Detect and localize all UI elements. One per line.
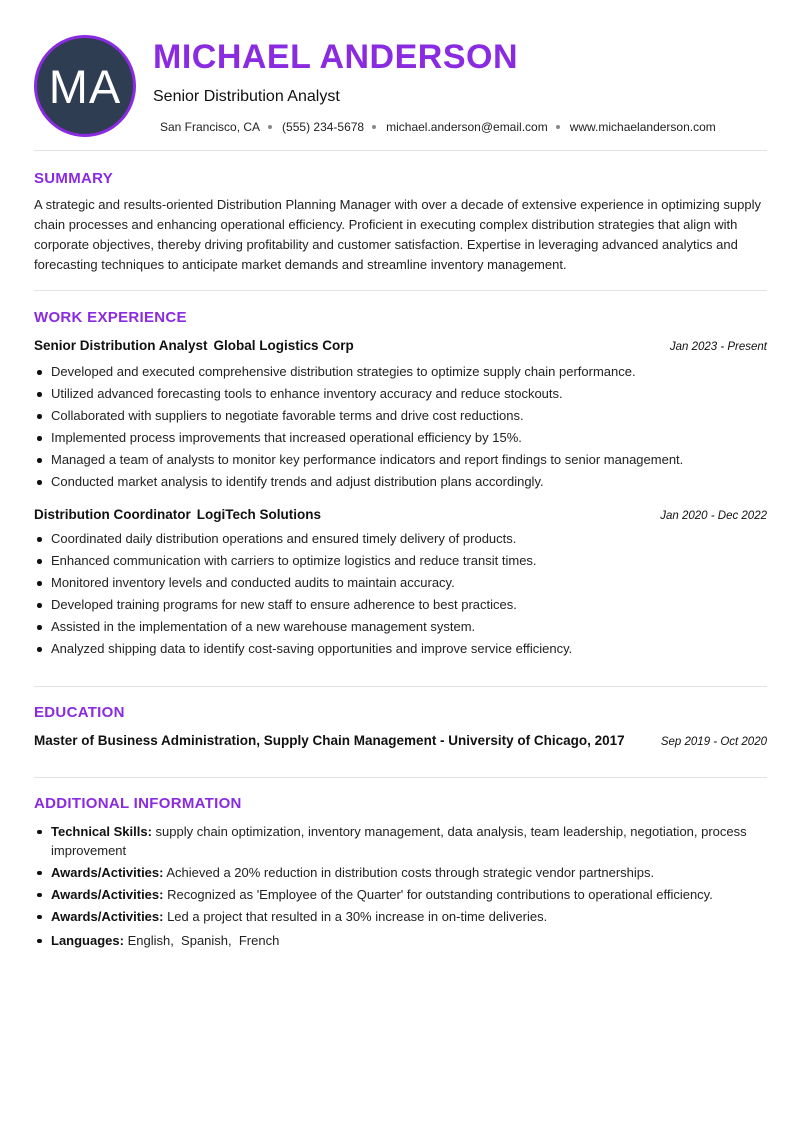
list-item: Developed training programs for new staff to ensure adherence to best practices. — [34, 594, 767, 616]
education-entry — [34, 733, 767, 748]
list-item: Implemented process improvements that increased operational efficiency by 15%. — [34, 427, 767, 449]
contact-phone[interactable]: (555) 234-5678 — [282, 120, 365, 134]
avatar — [34, 35, 136, 137]
list-item: Monitored inventory levels and conducted audits to maintain accuracy. — [34, 572, 767, 594]
education-degree: Master of Business Administration, Supply Chain Management - University of Chicago, 2017 — [34, 733, 625, 748]
list-item: Assisted in the implementation of a new warehouse management system. — [34, 616, 767, 638]
job-role-company — [34, 338, 354, 353]
list-item — [34, 907, 767, 926]
candidate-name: MICHAEL ANDERSON — [153, 38, 519, 76]
contact-website[interactable]: www.michaelanderson.com — [569, 120, 716, 134]
list-item: Managed a team of analysts to monitor key performance indicators and report findings to senior management. — [34, 449, 767, 471]
list-item: Enhanced communication with carriers to optimize logistics and reduce transit times. — [34, 550, 767, 572]
experience-heading: WORK EXPERIENCE — [34, 309, 187, 326]
additional-info-list — [34, 822, 767, 953]
separator-dot-icon — [556, 125, 560, 129]
list-item — [34, 822, 767, 860]
info-label: Awards/Activities: — [51, 865, 164, 880]
info-label: Awards/Activities: — [51, 909, 164, 924]
info-text: Achieved a 20% reduction in distribution costs through strategic vendor partnerships. — [163, 865, 655, 880]
section-divider — [34, 150, 767, 151]
job-role: Senior Distribution Analyst — [34, 338, 208, 353]
info-label: Languages: — [51, 933, 124, 948]
job-role: Distribution Coordinator — [34, 507, 191, 522]
avatar-initials: MA — [48, 59, 122, 113]
list-item — [34, 931, 767, 950]
info-label: Awards/Activities: — [51, 887, 164, 902]
education-heading: EDUCATION — [34, 704, 125, 721]
job-bullet-list — [34, 528, 767, 660]
separator-dot-icon — [372, 125, 376, 129]
summary-text: A strategic and results-oriented Distribution Planning Manager with over a decade of extensive experience in optimizing supply chain processes and enhancing operational efficiency. Proficient in executing complex distribution strategies that align with corporate objectives, thereby driving profitability and customer satisfaction. Expertise in leveraging advanced analytics and forecasting techniques to anticipate market demands and streamline inventory management. — [34, 197, 761, 272]
job-dates: Jan 2023 - Present — [669, 341, 767, 353]
job-role-company — [34, 507, 321, 522]
info-text: Led a project that resulted in a 30% increase in on-time deliveries. — [163, 909, 548, 924]
candidate-title: Senior Distribution Analyst — [153, 88, 340, 105]
separator-dot-icon — [268, 125, 272, 129]
list-item: Analyzed shipping data to identify cost-saving opportunities and improve service efficiency. — [34, 638, 767, 660]
education-dates: Sep 2019 - Oct 2020 — [660, 736, 767, 748]
contact-email[interactable]: michael.anderson@email.com — [386, 120, 548, 134]
job-header — [34, 338, 767, 353]
contact-line — [160, 120, 716, 134]
list-item — [34, 863, 767, 882]
list-item: Coordinated daily distribution operations and ensured timely delivery of products. — [34, 528, 767, 550]
job-dates: Jan 2020 - Dec 2022 — [660, 510, 767, 522]
section-divider — [34, 686, 767, 687]
job-company: LogiTech Solutions — [196, 507, 321, 522]
info-text: English, Spanish, French — [123, 933, 280, 948]
summary-heading: SUMMARY — [34, 170, 114, 187]
list-item — [34, 885, 767, 904]
section-divider — [34, 777, 767, 778]
list-item: Conducted market analysis to identify trends and adjust distribution plans accordingly. — [34, 471, 767, 493]
list-item: Utilized advanced forecasting tools to enhance inventory accuracy and reduce stockouts. — [34, 383, 767, 405]
info-text: supply chain optimization, inventory management, data analysis, team leadership, negotiation, process improvement — [51, 824, 747, 858]
additional-heading: ADDITIONAL INFORMATION — [34, 795, 242, 812]
list-item: Collaborated with suppliers to negotiate favorable terms and drive cost reductions. — [34, 405, 767, 427]
contact-location: San Francisco, CA — [160, 120, 261, 134]
job-bullet-list — [34, 361, 767, 493]
list-item: Developed and executed comprehensive distribution strategies to optimize supply chain performance. — [34, 361, 767, 383]
section-divider — [34, 290, 767, 291]
info-text: Recognized as 'Employee of the Quarter' for outstanding contributions to operational efficiency. — [163, 887, 713, 902]
info-label: Technical Skills: — [51, 824, 152, 839]
job-company: Global Logistics Corp — [213, 338, 354, 353]
job-header — [34, 507, 767, 522]
